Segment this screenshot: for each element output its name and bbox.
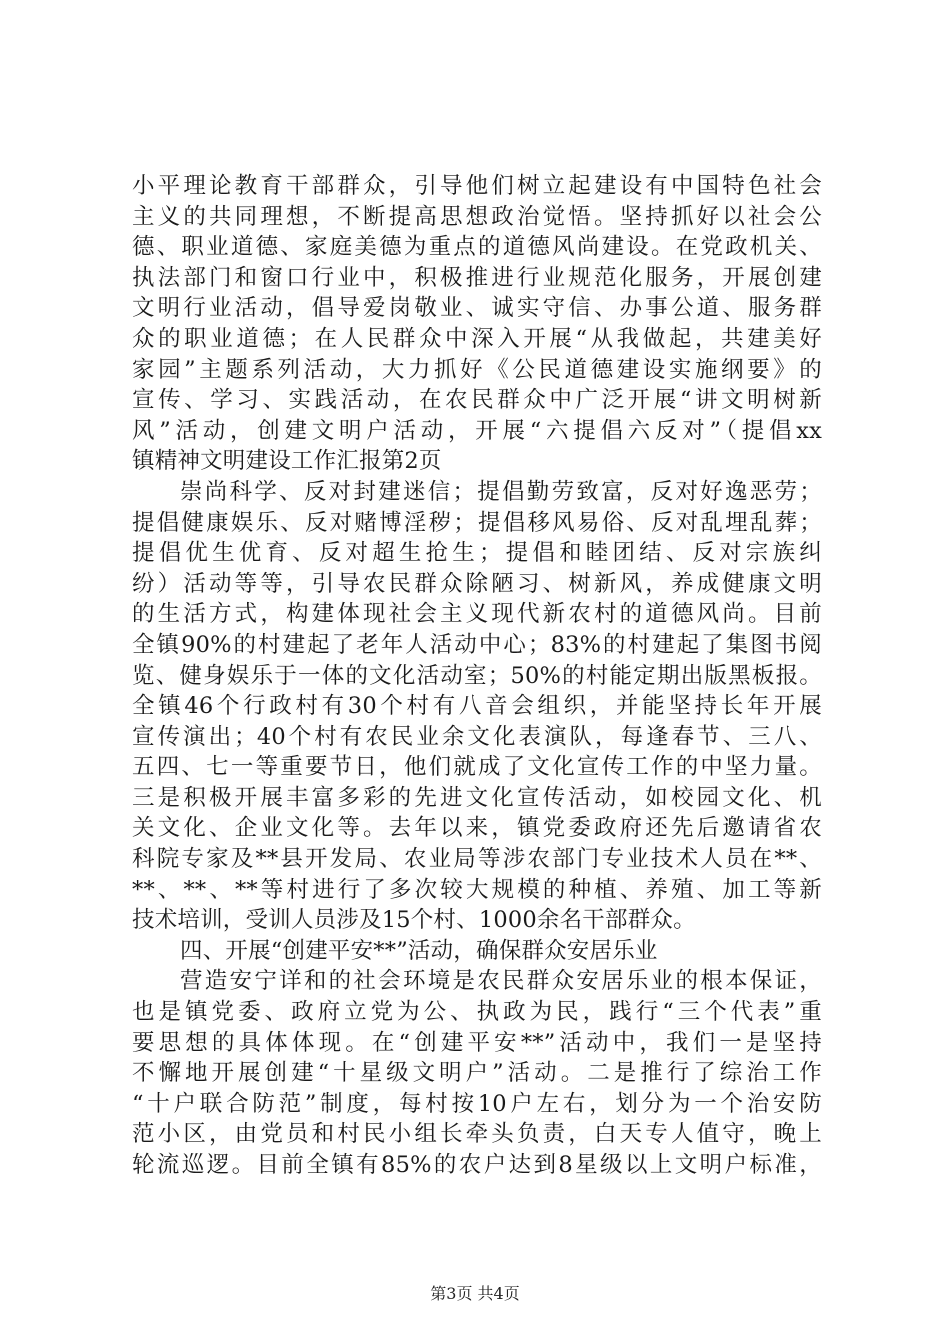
text-line: 小平理论教育干部群众，引导他们树立起建设有中国特色社会 <box>132 173 822 199</box>
text-line: 宣传、学习、实践活动，在农民群众中广泛开展“讲文明树新 <box>132 387 822 414</box>
text-line: 镇精神文明建设工作汇报第2页 <box>132 448 442 475</box>
text-line: 三是积极开展丰富多彩的先进文化宣传活动，如校园文化、机 <box>132 784 822 811</box>
text-line: 执法部门和窗口行业中，积极推进行业规范化服务，开展创建 <box>132 264 822 291</box>
text-line: 众的职业道德；在人民群众中深入开展“从我做起，共建美好 <box>132 325 822 352</box>
text-line: 关文化、企业文化等。去年以来，镇党委政府还先后邀请省农 <box>132 815 822 842</box>
text-line: 全镇90%的村建起了老年人活动中心；83%的村建起了集图书阅 <box>132 631 822 658</box>
text-line: 文明行业活动，倡导爱岗敬业、诚实守信、办事公道、服务群 <box>132 295 822 322</box>
text-line: 技术培训，受训人员涉及15个村、1000余名干部群众。 <box>132 907 696 934</box>
text-line: 崇尚科学、反对封建迷信；提倡勤劳致富，反对好逸恶劳； <box>180 478 822 505</box>
page-number-footer: 第3页 共4页 <box>430 1284 520 1303</box>
section-heading: 四、开展“创建平安**”活动，确保群众安居乐业 <box>180 937 658 964</box>
text-line: 德、职业道德、家庭美德为重点的道德风尚建设。在党政机关、 <box>132 234 822 261</box>
text-line: 提倡健康娱乐、反对赌博淫秽；提倡移风易俗、反对乱埋乱葬； <box>132 509 822 536</box>
text-line: 五四、七一等重要节日，他们就成了文化宣传工作的中坚力量。 <box>132 754 822 781</box>
text-line: “十户联合防范”制度，每村按10户左右，划分为一个治安防 <box>132 1090 822 1117</box>
text-line: 主义的共同理想，不断提高思想政治觉悟。坚持抓好以社会公 <box>132 203 822 230</box>
text-line: 的生活方式，构建体现社会主义现代新农村的道德风尚。目前 <box>132 601 822 628</box>
text-line: 营造安宁详和的社会环境是农民群众安居乐业的根本保证， <box>180 968 822 995</box>
text-line: 也是镇党委、政府立党为公、执政为民，践行“三个代表”重 <box>132 999 822 1026</box>
text-line: 要思想的具体体现。在“创建平安**”活动中，我们一是坚持 <box>132 1029 822 1056</box>
document-body <box>132 171 822 1181</box>
text-line: **、**、**等村进行了多次较大规模的种植、养殖、加工等新 <box>132 876 822 903</box>
text-line: 轮流巡逻。目前全镇有85%的农户达到8星级以上文明户标准， <box>132 1152 822 1178</box>
text-line: 全镇46个行政村有30个村有八音会组织，并能坚持长年开展 <box>132 693 822 720</box>
text-line: 范小区，由党员和村民小组长牵头负责，白天专人值守，晚上 <box>132 1121 822 1148</box>
text-line: 纷）活动等等，引导农民群众除陋习、树新风，养成健康文明 <box>132 570 822 597</box>
text-line: 览、健身娱乐于一体的文化活动室；50%的村能定期出版黑板报。 <box>132 662 822 689</box>
text-line: 提倡优生优育、反对超生抢生；提倡和睦团结、反对宗族纠 <box>132 540 822 567</box>
text-line: 不懈地开展创建“十星级文明户”活动。二是推行了综治工作 <box>132 1060 822 1087</box>
text-line: 风”活动，创建文明户活动，开展“六提倡六反对”（提倡xx <box>132 417 822 444</box>
text-line: 宣传演出；40个村有农民业余文化表演队，每逢春节、三八、 <box>132 723 822 750</box>
text-line: 家园”主题系列活动，大力抓好《公民道德建设实施纲要》的 <box>132 356 822 383</box>
text-line: 科院专家及**县开发局、农业局等涉农部门专业技术人员在**、 <box>132 846 822 873</box>
